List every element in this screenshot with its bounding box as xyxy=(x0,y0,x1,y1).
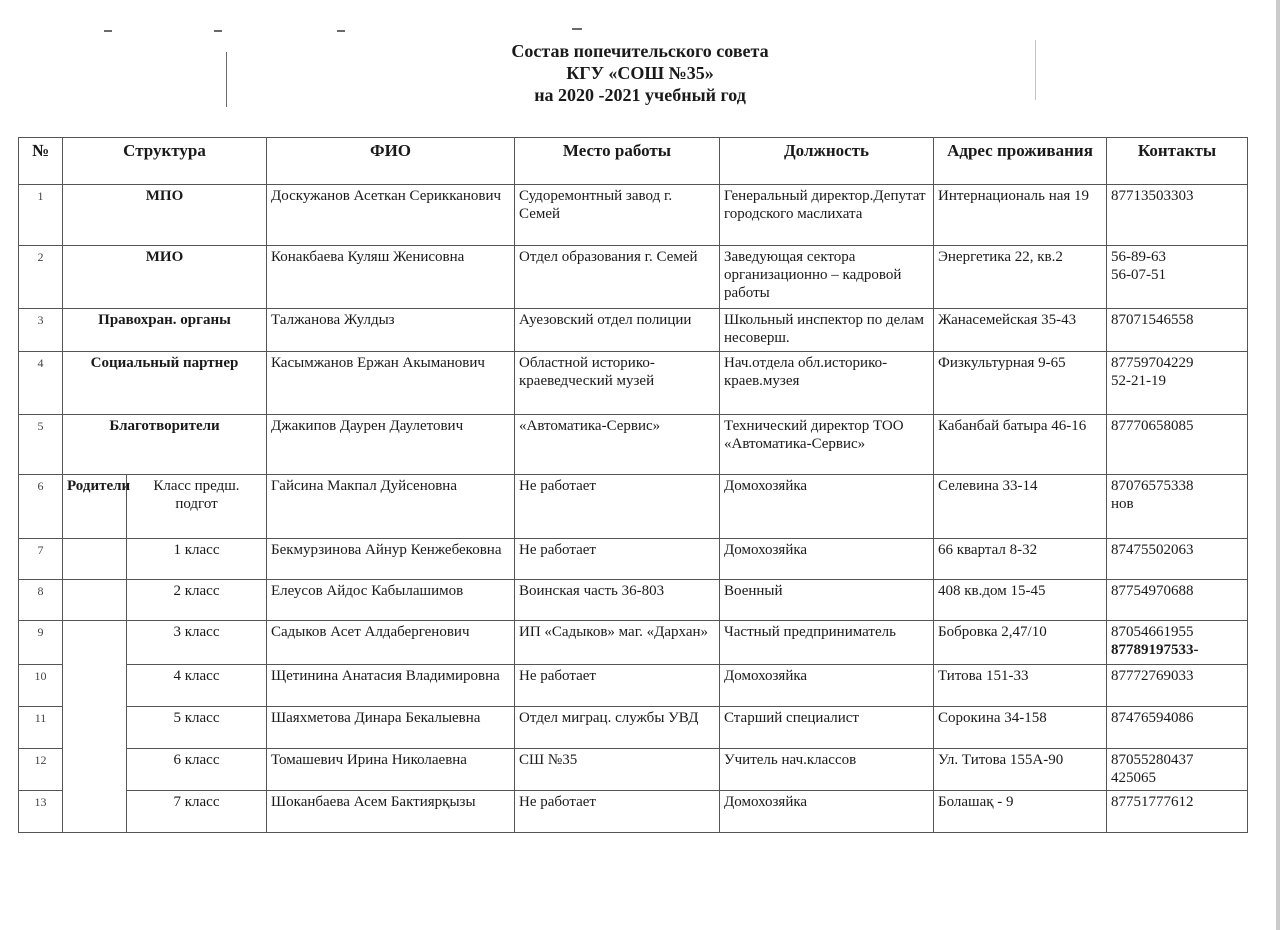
row-structure: МИО xyxy=(63,246,267,309)
row-address: Кабанбай батыра 46-16 xyxy=(934,415,1107,475)
row-position: Генеральный директор.Депутат городского маслихата xyxy=(720,185,934,246)
row-work: ИП «Садыков» маг. «Дархан» xyxy=(515,621,720,665)
table-row xyxy=(19,352,1248,415)
row-structure: Благотворители xyxy=(63,415,267,475)
row-address: Сорокина 34-158 xyxy=(934,707,1107,749)
row-structure: МПО xyxy=(63,185,267,246)
row-contacts-bold: 87789197533- xyxy=(1111,642,1199,658)
row-number: 12 xyxy=(19,749,63,791)
header-position: Должность xyxy=(720,138,934,185)
row-class: 3 класс xyxy=(127,621,267,665)
row-fio: Талжанова Жулдыз xyxy=(267,309,515,352)
row-number: 3 xyxy=(19,309,63,352)
row-number: 1 xyxy=(19,185,63,246)
row-fio: Гайсина Макпал Дуйсеновна xyxy=(267,475,515,539)
row-contacts: 87759704229 52-21-19 xyxy=(1107,352,1248,415)
row-fio: Шоканбаева Асем Бактиярқызы xyxy=(267,791,515,833)
row-position: Домохозяйка xyxy=(720,539,934,580)
row-fio: Шаяхметова Динара Бекалыевна xyxy=(267,707,515,749)
row-fio: Бекмурзинова Айнур Кенжебековна xyxy=(267,539,515,580)
row-address: Ул. Титова 155А-90 xyxy=(934,749,1107,791)
row-contacts: 87770658085 xyxy=(1107,415,1248,475)
row-work: Воинская часть 36-803 xyxy=(515,580,720,621)
row-contacts: 87751777612 xyxy=(1107,791,1248,833)
row-class: 7 класс xyxy=(127,791,267,833)
row-number: 11 xyxy=(19,707,63,749)
parents-cell xyxy=(63,539,127,580)
table-row xyxy=(19,749,1248,791)
row-fio: Касымжанов Ержан Акыманович xyxy=(267,352,515,415)
row-number: 7 xyxy=(19,539,63,580)
council-table xyxy=(18,137,1248,833)
scan-artifact xyxy=(214,30,222,32)
header-address: Адрес проживания xyxy=(934,138,1107,185)
header-work: Место работы xyxy=(515,138,720,185)
table-row xyxy=(19,621,1248,665)
row-position: Домохозяйка xyxy=(720,475,934,539)
table-row xyxy=(19,580,1248,621)
row-address: Физкультурная 9-65 xyxy=(934,352,1107,415)
row-number: 4 xyxy=(19,352,63,415)
header-contacts: Контакты xyxy=(1107,138,1248,185)
parents-cell xyxy=(63,580,127,621)
row-position: Технический директор ТОО «Автоматика-Сервис» xyxy=(720,415,934,475)
row-class: 1 класс xyxy=(127,539,267,580)
row-contacts: 87476594086 xyxy=(1107,707,1248,749)
table-row xyxy=(19,185,1248,246)
row-work: Не работает xyxy=(515,475,720,539)
row-number: 13 xyxy=(19,791,63,833)
scan-edge xyxy=(1276,0,1280,930)
table-row xyxy=(19,791,1248,833)
table-row xyxy=(19,415,1248,475)
table-row xyxy=(19,665,1248,707)
row-number: 8 xyxy=(19,580,63,621)
row-number: 6 xyxy=(19,475,63,539)
row-contacts: 87055280437 425065 xyxy=(1107,749,1248,791)
row-work: Судоремонтный завод г. Семей xyxy=(515,185,720,246)
row-position: Нач.отдела обл.историко-краев.музея xyxy=(720,352,934,415)
row-fio: Садыков Асет Алдабергенович xyxy=(267,621,515,665)
row-class: 5 класс xyxy=(127,707,267,749)
row-class: 4 класс xyxy=(127,665,267,707)
table-row xyxy=(19,309,1248,352)
row-work: Областной историко-краеведческий музей xyxy=(515,352,720,415)
row-work: Не работает xyxy=(515,791,720,833)
row-class: Класс предш. подгот xyxy=(127,475,267,539)
row-contacts: 87772769033 xyxy=(1107,665,1248,707)
row-fio: Томашевич Ирина Николаевна xyxy=(267,749,515,791)
row-fio: Джакипов Даурен Даулетович xyxy=(267,415,515,475)
row-work: Не работает xyxy=(515,539,720,580)
row-number: 9 xyxy=(19,621,63,665)
row-contacts: 87754970688 xyxy=(1107,580,1248,621)
title-line-1: Состав попечительского совета xyxy=(511,41,769,61)
header-num: № xyxy=(19,138,63,185)
row-position: Школьный инспектор по делам несоверш. xyxy=(720,309,934,352)
row-work: «Автоматика-Сервис» xyxy=(515,415,720,475)
header-fio: ФИО xyxy=(267,138,515,185)
row-address: 66 квартал 8-32 xyxy=(934,539,1107,580)
row-position: Учитель нач.классов xyxy=(720,749,934,791)
row-number: 5 xyxy=(19,415,63,475)
scan-artifact xyxy=(337,30,345,32)
row-position: Заведующая сектора организационно – кадровой работы xyxy=(720,246,934,309)
row-number: 2 xyxy=(19,246,63,309)
row-work: Отдел миграц. службы УВД xyxy=(515,707,720,749)
row-address: Энергетика 22, кв.2 xyxy=(934,246,1107,309)
table-row xyxy=(19,475,1248,539)
title-line-2: КГУ «СОШ №35» xyxy=(566,63,714,83)
row-position: Частный предприниматель xyxy=(720,621,934,665)
row-address: Титова 151-33 xyxy=(934,665,1107,707)
scan-artifact xyxy=(104,30,112,32)
row-contacts: 87713503303 xyxy=(1107,185,1248,246)
header-structure: Структура xyxy=(63,138,267,185)
row-work: СШ №35 xyxy=(515,749,720,791)
row-contacts: 56-89-63 56-07-51 xyxy=(1107,246,1248,309)
row-position: Военный xyxy=(720,580,934,621)
table-row xyxy=(19,707,1248,749)
row-contacts: 87475502063 xyxy=(1107,539,1248,580)
row-fio: Конакбаева Куляш Женисовна xyxy=(267,246,515,309)
row-address: Бобровка 2,47/10 xyxy=(934,621,1107,665)
row-contacts: 87071546558 xyxy=(1107,309,1248,352)
scan-artifact xyxy=(572,28,582,30)
row-number: 10 xyxy=(19,665,63,707)
title-line-3: на 2020 -2021 учебный год xyxy=(534,85,746,105)
parents-label: Родители xyxy=(63,475,127,539)
table-row xyxy=(19,246,1248,309)
row-contacts: 87076575338 нов xyxy=(1107,475,1248,539)
row-contacts-cell xyxy=(1107,621,1248,665)
row-structure: Социальный партнер xyxy=(63,352,267,415)
row-fio: Доскужанов Асеткан Серикканович xyxy=(267,185,515,246)
row-position: Старший специалист xyxy=(720,707,934,749)
row-address: Болашақ - 9 xyxy=(934,791,1107,833)
row-class: 6 класс xyxy=(127,749,267,791)
table-header-row xyxy=(19,138,1248,185)
row-structure: Правохран. органы xyxy=(63,309,267,352)
document-title xyxy=(0,40,1280,106)
row-address: Жанасемейская 35-43 xyxy=(934,309,1107,352)
row-contacts: 87054661955 xyxy=(1111,624,1194,640)
row-address: Интернациональ ная 19 xyxy=(934,185,1107,246)
table-row xyxy=(19,539,1248,580)
row-address: 408 кв.дом 15-45 xyxy=(934,580,1107,621)
row-fio: Елеусов Айдос Кабылашимов xyxy=(267,580,515,621)
row-work: Отдел образования г. Семей xyxy=(515,246,720,309)
row-work: Ауезовский отдел полиции xyxy=(515,309,720,352)
row-class: 2 класс xyxy=(127,580,267,621)
row-fio: Щетинина Анатасия Владимировна xyxy=(267,665,515,707)
row-position: Домохозяйка xyxy=(720,791,934,833)
row-position: Домохозяйка xyxy=(720,665,934,707)
parents-cell xyxy=(63,621,127,833)
row-work: Не работает xyxy=(515,665,720,707)
row-address: Селевина 33-14 xyxy=(934,475,1107,539)
